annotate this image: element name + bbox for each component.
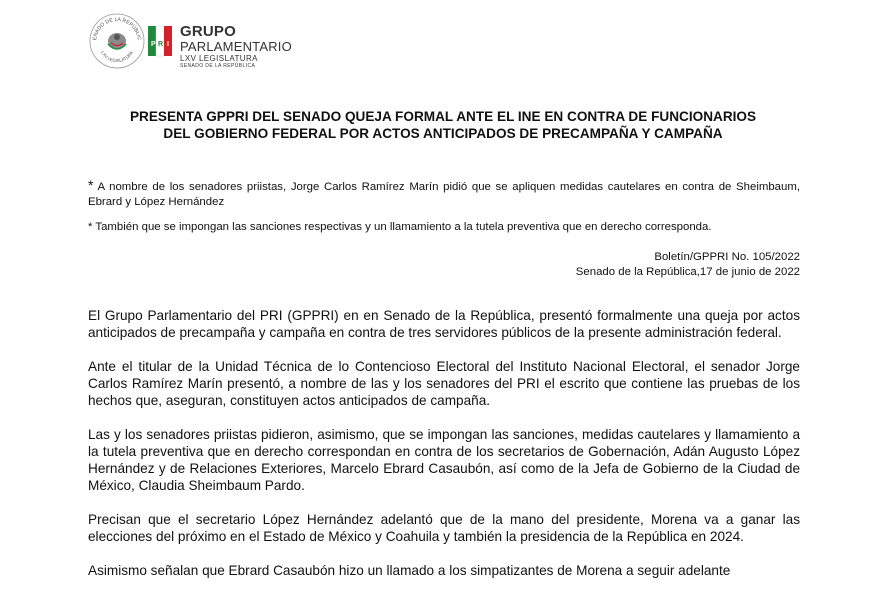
summary-bullet [88, 220, 800, 235]
bullet-text: A nombre de los senadores priistas, Jorge Carlos Ramírez Marín pidió que se apliquen medidas cautelares en contra de Sheimbaum, Ebrard y López Hernández [88, 181, 800, 208]
wordmark-line-2: PARLAMENTARIO [180, 39, 292, 54]
body-paragraph: Las y los senadores priistas pidieron, asimismo, que se impongan las sanciones, medidas cautelares y llamamiento a la tutela preventiva que en derecho correspondan en contra de los secretarios de Gobernación, Adán Augusto López Hernández y de Relaciones Exteriores, Marcelo Ebrard Casaubón, así como de la Jefa de Gobierno de la Ciudad de México, Claudia Sheimbaum Pardo. [88, 427, 800, 493]
svg-text:SENADO DE LA REPÚBLICA: ENADO DE LA REPÚBLIC [92, 16, 142, 41]
document-header [88, 12, 348, 72]
senate-seal-icon [88, 12, 146, 70]
svg-text:P: P [151, 41, 156, 48]
summary-bullets [88, 178, 800, 245]
svg-text:LXV LEGISLATURA: LXV LEGISLATURA [100, 50, 134, 64]
asterisk-icon: * [88, 221, 96, 233]
wordmark-line-3: LXV LEGISLATURA [180, 54, 258, 63]
asterisk-icon: * [88, 177, 94, 193]
bulletin-meta [576, 250, 800, 280]
press-release-body [88, 307, 800, 596]
body-paragraph: El Grupo Parlamentario del PRI (GPPRI) en en Senado de la República, presentó formalmente una queja por actos anticipados de precampaña y campaña en contra de tres servidores públicos de la presente administración federal. [88, 308, 800, 340]
place-date: Senado de la República,17 de junio de 2022 [575, 266, 800, 278]
svg-text:R: R [158, 41, 164, 48]
title-line-1: PRESENTA GPPRI DEL SENADO QUEJA FORMAL ANTE EL INE EN CONTRA DE FUNCIONARIOS [129, 109, 757, 124]
bullet-text: También que se impongan las sanciones respectivas y un llamamiento a la tutela preventiva que en derecho corresponda. [95, 221, 712, 233]
summary-bullet [88, 178, 800, 210]
bulletin-number: Boletín/GPPRI No. 105/2022 [654, 251, 800, 263]
press-release-title [88, 108, 798, 142]
title-line-2: DEL GOBIERNO FEDERAL POR ACTOS ANTICIPADOS DE PRECAMPAÑA Y CAMPAÑA [163, 126, 723, 141]
wordmark-line-4: SENADO DE LA REPÚBLICA [180, 63, 256, 69]
body-paragraph: Ante el titular de la Unidad Técnica de lo Contencioso Electoral del Instituto Nacional Electoral, el senador Jorge Carlos Ramírez Marín presentó, a nombre de las y los senadores del PRI el escrito que contiene las pruebas de los hechos que, aseguran, constituyen actos anticipados de campaña. [88, 359, 800, 408]
wordmark-line-1: GRUPO [180, 23, 237, 40]
body-paragraph: Asimismo señalan que Ebrard Casaubón hizo un llamado a los simpatizantes de Morena a seguir adelante [88, 563, 731, 578]
pri-logo-icon [148, 22, 176, 60]
parliamentary-group-wordmark [180, 24, 292, 69]
svg-text:I: I [167, 41, 169, 48]
body-paragraph: Precisan que el secretario López Hernández adelantó que de la mano del presidente, Morena va a ganar las elecciones del próximo en el Estado de México y Coahuila y también la presidencia de la República en 2024. [88, 512, 800, 544]
